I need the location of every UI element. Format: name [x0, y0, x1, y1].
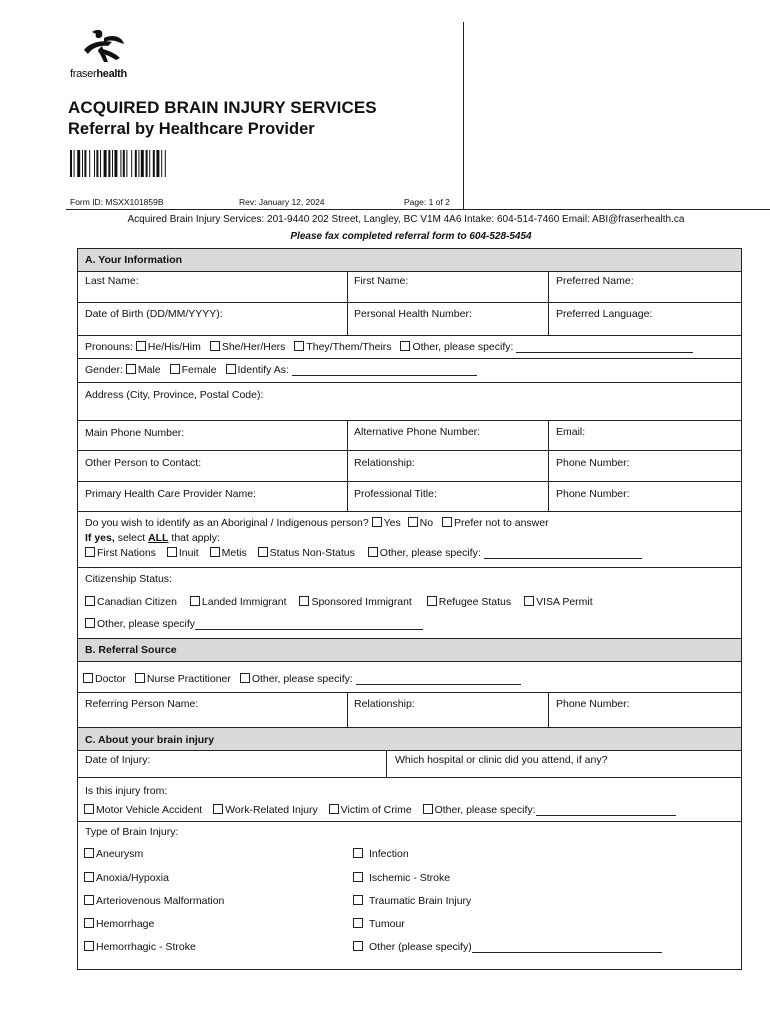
barcode-bar: [146, 150, 148, 177]
preferred-name-field[interactable]: Preferred Name:: [556, 275, 634, 287]
form-revision: Rev: January 12, 2024: [239, 197, 325, 207]
barcode-bar: [149, 150, 150, 177]
indigenous-other-input[interactable]: [484, 549, 642, 559]
gender-identify-input[interactable]: [292, 366, 477, 376]
pronoun-other-checkbox[interactable]: [400, 341, 410, 351]
victim-of-crime-checkbox[interactable]: [329, 804, 339, 814]
injury-type-checkbox[interactable]: [84, 895, 94, 905]
barcode-bar: [165, 150, 166, 177]
injury-from-row: Is this injury from: Motor Vehicle Accident Work-Related Injury Victim of Crime Other, please specify:: [78, 777, 741, 821]
barcode-bar: [141, 150, 144, 177]
barcode-bar: [89, 150, 90, 177]
email-field[interactable]: Email:: [556, 426, 586, 438]
section-a-header: [78, 249, 741, 271]
injury-type-item: Ischemic - Stroke: [353, 872, 450, 884]
form-id: Form ID: MSXX101859B: [70, 197, 164, 207]
referring-person-row: [78, 692, 741, 727]
injury-type-item: Hemorrhagic - Stroke: [84, 941, 196, 953]
source-other-input[interactable]: [356, 675, 521, 685]
barcode-bar: [120, 150, 121, 177]
injury-from-label: Is this injury from:: [85, 785, 168, 797]
professional-title-field[interactable]: Professional Title:: [354, 488, 437, 500]
form-title: ACQUIRED BRAIN INJURY SERVICES: [68, 98, 377, 117]
barcode-bar: [161, 150, 162, 177]
barcode-bar: [153, 150, 155, 177]
injury-type-checkbox[interactable]: [84, 941, 94, 951]
barcode-bar: [70, 150, 72, 177]
gender-male-checkbox[interactable]: [126, 364, 136, 374]
phcp-row: [78, 481, 741, 511]
first-name-field[interactable]: First Name:: [354, 275, 409, 287]
indigenous-other-checkbox[interactable]: [368, 547, 378, 557]
mva-checkbox[interactable]: [84, 804, 94, 814]
injury-type-checkbox[interactable]: [84, 848, 94, 858]
pronoun-other-input[interactable]: [516, 343, 693, 353]
last-name-field[interactable]: Last Name:: [85, 275, 139, 287]
form-subtitle: Referral by Healthcare Provider: [68, 120, 315, 138]
referrer-phone-field[interactable]: Phone Number:: [556, 698, 630, 710]
fraserhealth-logo: [70, 28, 140, 86]
referrer-relationship-field[interactable]: Relationship:: [354, 698, 415, 710]
contact-phone-field[interactable]: Phone Number:: [556, 457, 630, 469]
barcode: [70, 150, 192, 177]
injury-type-item: Aneurysm: [84, 848, 143, 860]
injury-type-checkbox[interactable]: [353, 918, 363, 928]
dob-row: [78, 302, 741, 335]
meta-divider: [66, 209, 770, 210]
injury-type-item: Tumour: [353, 918, 405, 930]
barcode-bar: [96, 150, 98, 177]
barcode-bar: [94, 150, 95, 177]
barcode-bar: [135, 150, 137, 177]
pronoun-he-checkbox[interactable]: [136, 341, 146, 351]
barcode-bar: [131, 150, 132, 177]
referral-form: [77, 248, 742, 970]
injury-type-item: Anoxia/Hypoxia: [84, 872, 169, 884]
canadian-citizen-checkbox[interactable]: [85, 596, 95, 606]
main-phone-field[interactable]: Main Phone Number:: [85, 427, 185, 439]
doctor-checkbox[interactable]: [83, 673, 93, 683]
injury-type-item: Hemorrhage: [84, 918, 154, 930]
section-b-title: B. Referral Source: [85, 644, 177, 656]
status-non-status-checkbox[interactable]: [258, 547, 268, 557]
injury-type-item: Infection: [353, 848, 409, 860]
inuit-checkbox[interactable]: [167, 547, 177, 557]
injury-type-row: [78, 821, 741, 969]
injury-type-label: Type of Brain Injury:: [85, 826, 179, 838]
address-row: [78, 382, 741, 420]
pronoun-they-checkbox[interactable]: [294, 341, 304, 351]
injury-type-checkbox[interactable]: [353, 872, 363, 882]
fraserhealth-logo-icon: [78, 28, 128, 64]
logo-wordmark: fraserhealth: [70, 68, 127, 80]
pronoun-she-checkbox[interactable]: [210, 341, 220, 351]
indigenous-prefer-not-checkbox[interactable]: [442, 517, 452, 527]
injury-type-checkbox[interactable]: [353, 941, 363, 951]
barcode-bar: [74, 150, 75, 177]
alt-phone-field[interactable]: Alternative Phone Number:: [354, 426, 481, 438]
injury-type-other-input[interactable]: [472, 943, 662, 953]
preferred-language-field[interactable]: Preferred Language:: [556, 308, 653, 320]
other-contact-row: [78, 450, 741, 481]
landed-immigrant-checkbox[interactable]: [190, 596, 200, 606]
barcode-bar: [100, 150, 101, 177]
barcode-bar: [84, 150, 86, 177]
fax-instruction: Please fax completed referral form to 604-528-5454: [290, 231, 532, 242]
visa-permit-checkbox[interactable]: [524, 596, 534, 606]
section-c-header: [78, 727, 741, 750]
section-a-title: A. Your Information: [85, 254, 183, 266]
other-contact-field[interactable]: Other Person to Contact:: [85, 457, 202, 469]
injury-type-checkbox[interactable]: [84, 872, 94, 882]
phcp-name-field[interactable]: Primary Health Care Provider Name:: [85, 488, 256, 500]
hospital-field[interactable]: Which hospital or clinic did you attend, if any?: [395, 754, 608, 766]
barcode-bar: [77, 150, 80, 177]
phone-row: [78, 420, 741, 450]
names-row: [78, 271, 741, 302]
date-of-injury-field[interactable]: Date of Injury:: [85, 754, 151, 766]
injury-type-item: Arteriovenous Malformation: [84, 895, 224, 907]
nurse-practitioner-checkbox[interactable]: [135, 673, 145, 683]
address-field[interactable]: Address (City, Province, Postal Code):: [85, 389, 264, 401]
source-other-checkbox[interactable]: [240, 673, 250, 683]
barcode-bar: [156, 150, 159, 177]
barcode-bar: [123, 150, 125, 177]
page-number: Page: 1 of 2: [404, 197, 450, 207]
first-nations-checkbox[interactable]: [85, 547, 95, 557]
citizenship-other-input[interactable]: [195, 620, 423, 630]
section-c-title: C. About your brain injury: [85, 734, 215, 746]
citizenship-other-checkbox[interactable]: [85, 618, 95, 628]
barcode-bar: [126, 150, 127, 177]
barcode-bar: [112, 150, 113, 177]
gender-label: Gender:: [85, 364, 123, 376]
barcode-bar: [138, 150, 139, 177]
section-b-header: [78, 638, 741, 661]
injury-date-row: [78, 750, 741, 777]
pronouns-label: Pronouns:: [85, 341, 133, 353]
contact-address: Acquired Brain Injury Services: 201-9440 202 Street, Langley, BC V1M 4A6 Intake: 604-514-7460 Email: ABI@fraserhealth.ca: [127, 214, 685, 225]
metis-checkbox[interactable]: [210, 547, 220, 557]
indigenous-question: Do you wish to identify as an Aboriginal / Indigenous person?: [85, 517, 369, 529]
work-related-checkbox[interactable]: [213, 804, 223, 814]
dob-field[interactable]: Date of Birth (DD/MM/YYYY):: [85, 308, 223, 320]
phcp-phone-field[interactable]: Phone Number:: [556, 488, 630, 500]
if-yes-instruction: If yes, select ALL that apply:: [85, 532, 220, 544]
refugee-status-checkbox[interactable]: [427, 596, 437, 606]
gender-identify-checkbox[interactable]: [226, 364, 236, 374]
indigenous-no-checkbox[interactable]: [408, 517, 418, 527]
header-divider: [463, 22, 464, 210]
barcode-bar: [114, 150, 117, 177]
citizenship-row: Citizenship Status: Canadian Citizen Landed Immigrant Sponsored Immigrant Refugee Status VISA Permit Other, please specify: [78, 567, 741, 638]
barcode-bar: [82, 150, 83, 177]
indigenous-yes-checkbox[interactable]: [372, 517, 382, 527]
injury-type-item: Other (please specify): [353, 941, 662, 953]
pronouns-row: Pronouns: He/His/Him She/Her/Hers They/Them/Theirs Other, please specify:: [78, 335, 741, 358]
referral-source-row: Doctor Nurse Practitioner Other, please specify:: [78, 661, 741, 692]
indigenous-row: Do you wish to identify as an Aboriginal / Indigenous person? Yes No Prefer not to answer If yes, select ALL that apply: First Nations Inuit Metis Status Non-Status Other, please specify:: [78, 511, 741, 567]
injury-type-item: Traumatic Brain Injury: [353, 895, 471, 907]
gender-row: Gender: Male Female Identify As:: [78, 358, 741, 382]
injury-type-checkbox[interactable]: [353, 848, 363, 858]
barcode-bar: [108, 150, 110, 177]
contact-relationship-field[interactable]: Relationship:: [354, 457, 415, 469]
injury-other-checkbox[interactable]: [423, 804, 433, 814]
citizenship-label: Citizenship Status:: [85, 573, 172, 585]
injury-type-checkbox[interactable]: [353, 895, 363, 905]
injury-type-checkbox[interactable]: [84, 918, 94, 928]
sponsored-immigrant-checkbox[interactable]: [299, 596, 309, 606]
barcode-bar: [104, 150, 107, 177]
gender-female-checkbox[interactable]: [170, 364, 180, 374]
phn-field[interactable]: Personal Health Number:: [354, 308, 472, 320]
referring-person-field[interactable]: Referring Person Name:: [85, 698, 199, 710]
injury-other-input[interactable]: [536, 806, 676, 816]
